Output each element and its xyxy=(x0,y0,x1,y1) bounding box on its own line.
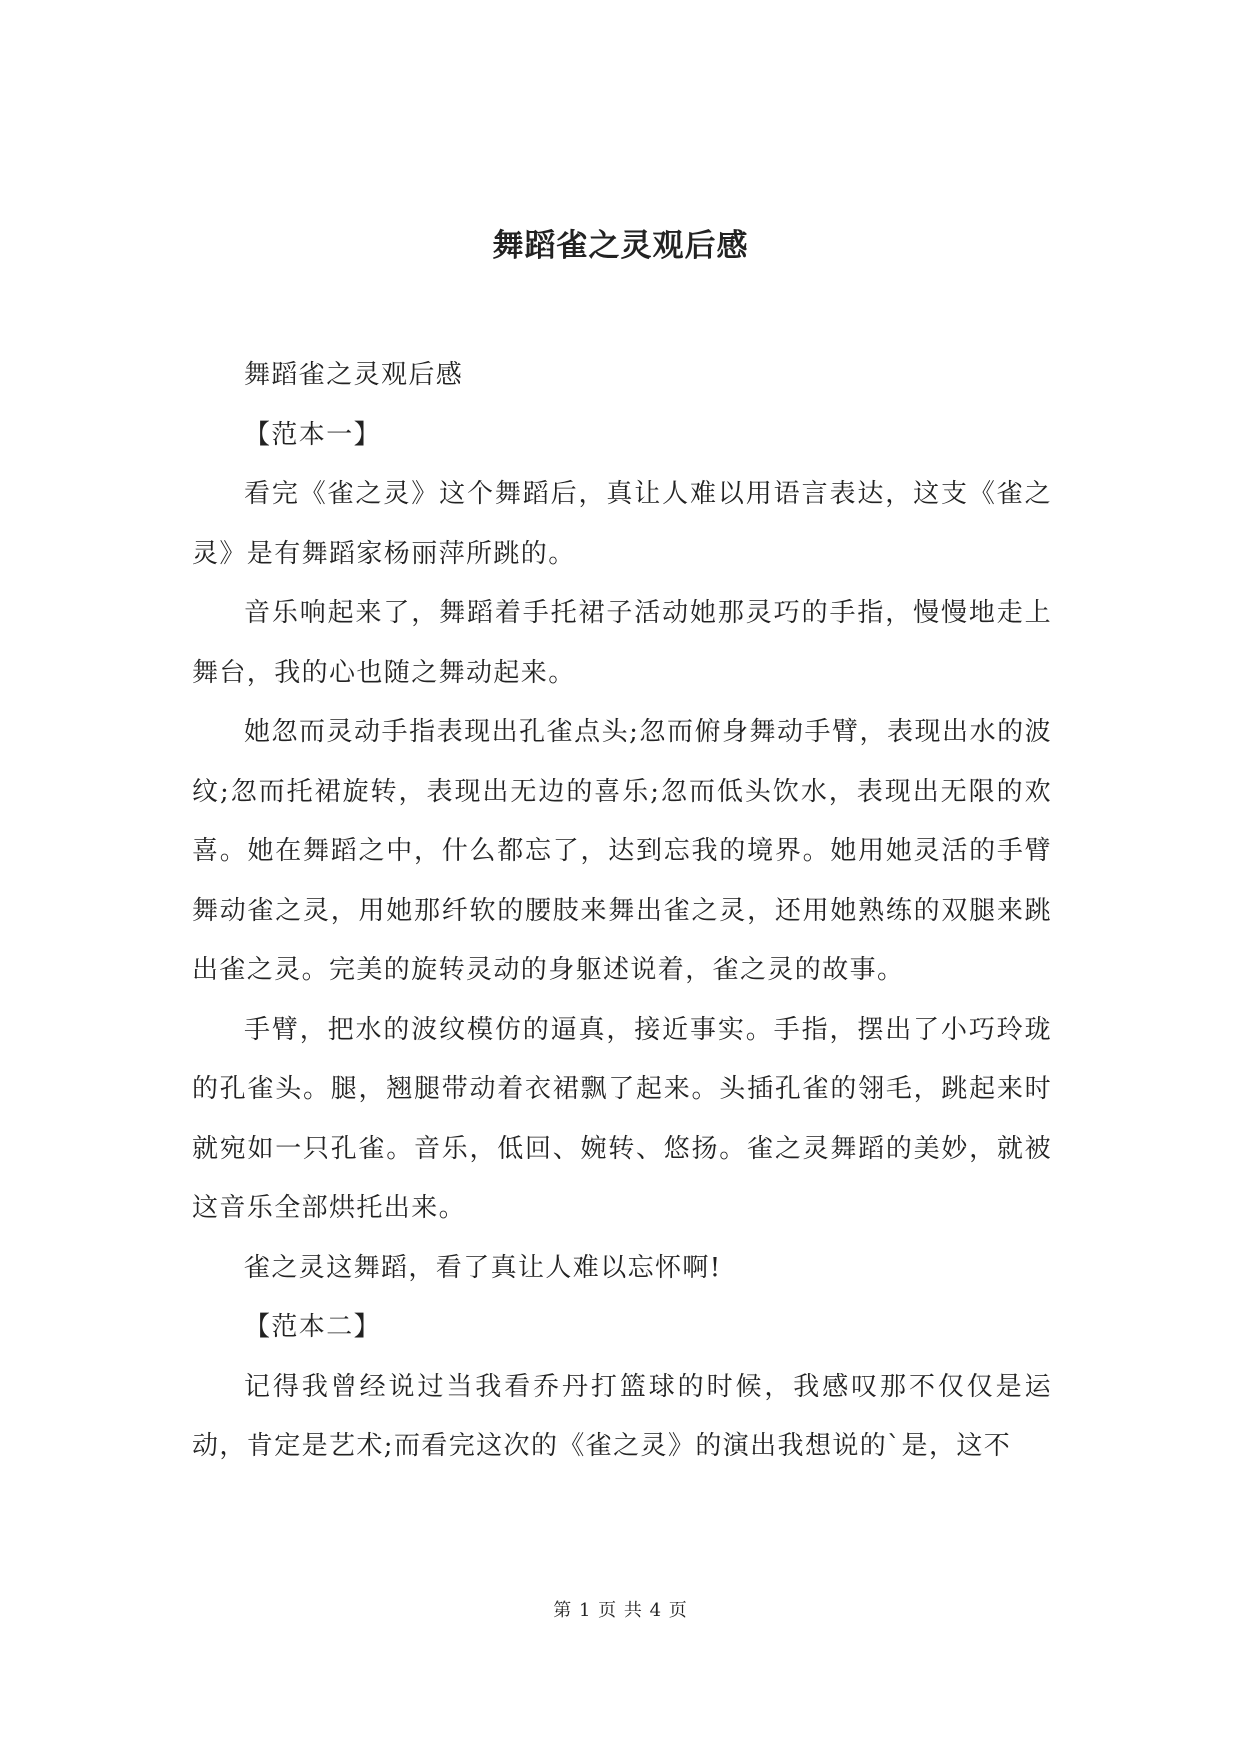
paragraph-section-one-heading: 【范本一】 xyxy=(244,419,382,450)
document-body xyxy=(192,346,1052,1477)
paragraph: 她忽而灵动手指表现出孔雀点头;忽而俯身舞动手臂，表现出水的波纹;忽而托裙旋转，表现出无边的喜乐;忽而低头饮水，表现出无限的欢喜。她在舞蹈之中，什么都忘了，达到忘我的境界。她用她灵活的手臂舞动雀之灵，用她那纤软的腰肢来舞出雀之灵，还用她熟练的双腿来跳出雀之灵。完美的旋转灵动的身躯述说着，雀之灵的故事。 xyxy=(192,717,1052,985)
document-title: 舞蹈雀之灵观后感 xyxy=(492,228,749,264)
paragraph: 雀之灵这舞蹈，看了真让人难以忘怀啊! xyxy=(244,1252,722,1283)
paragraph-subtitle: 舞蹈雀之灵观后感 xyxy=(244,360,464,390)
paragraph: 音乐响起来了，舞蹈着手托裙子活动她那灵巧的手指，慢慢地走上舞台，我的心也随之舞动起来。 xyxy=(192,598,1052,688)
paragraph: 记得我曾经说过当我看乔丹打篮球的时候，我感叹那不仅仅是运动，肯定是艺术;而看完这次的《雀之灵》的演出我想说的`是，这不 xyxy=(192,1371,1052,1461)
page-number-footer: 第 1 页 共 4 页 xyxy=(553,1600,688,1621)
paragraph: 手臂，把水的波纹模仿的逼真，接近事实。手指，摆出了小巧玲珑的孔雀头。腿，翘腿带动着衣裙飘了起来。头插孔雀的翎毛，跳起来时就宛如一只孔雀。音乐，低回、婉转、悠扬。雀之灵舞蹈的美妙，就被这音乐全部烘托出来。 xyxy=(192,1014,1052,1223)
paragraph: 看完《雀之灵》这个舞蹈后，真让人难以用语言表达，这支《雀之灵》是有舞蹈家杨丽萍所跳的。 xyxy=(192,479,1052,569)
paragraph-section-two-heading: 【范本二】 xyxy=(244,1312,382,1342)
